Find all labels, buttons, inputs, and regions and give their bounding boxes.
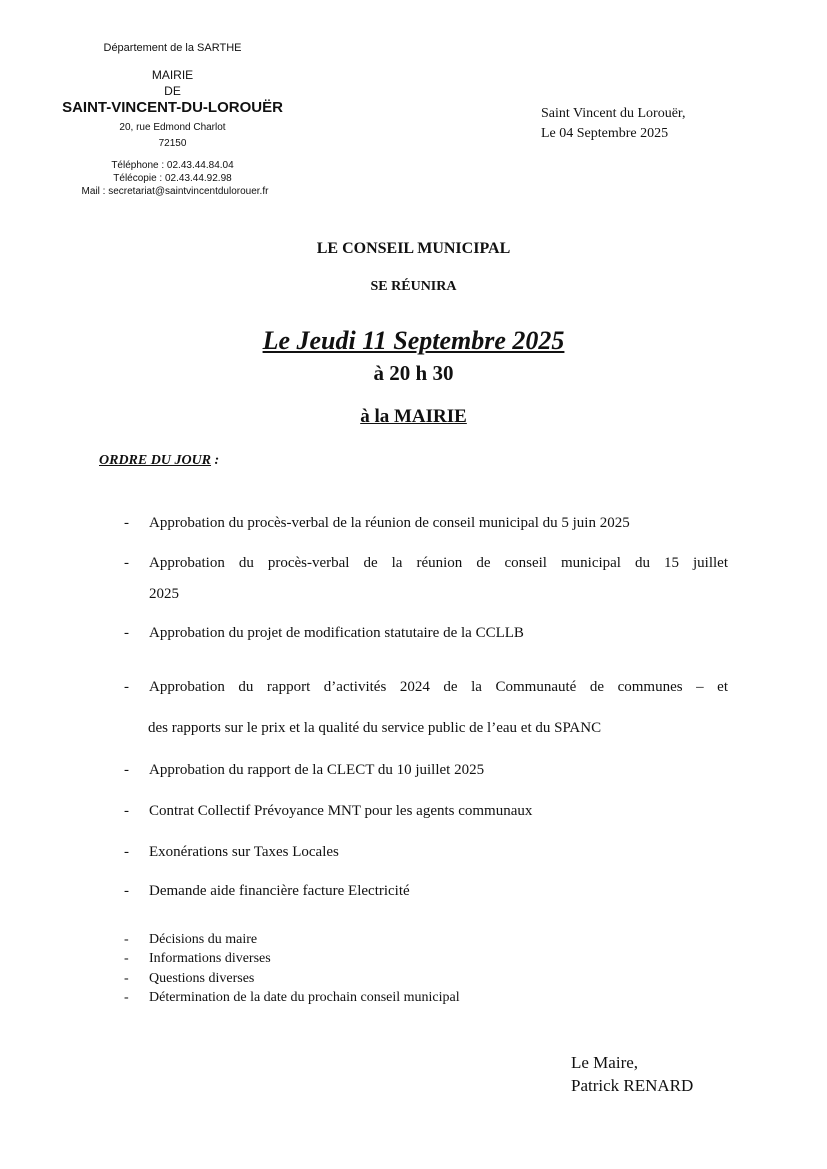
agenda-item-text: Approbation du rapport de la CLECT du 10 juillet 2025	[149, 762, 485, 778]
agenda-item-text: Demande aide financière facture Electricité	[149, 883, 410, 899]
agenda-item-continuation: des rapports sur le prix et la qualité du service public de l’eau et du SPANC	[148, 720, 602, 736]
mairie-label: MAIRIE	[151, 68, 194, 82]
bullet: -	[124, 555, 129, 571]
agenda-item-text: Contrat Collectif Prévoyance MNT pour les agents communaux	[149, 803, 533, 819]
meeting-time: à 20 h 30	[373, 361, 454, 385]
bullet: -	[124, 990, 129, 1005]
minor-item-text: Informations diverses	[149, 951, 271, 966]
agenda-item-text: Approbation du procès-verbal de la réunion de conseil municipal du 15 juillet	[149, 555, 728, 571]
bullet: -	[124, 625, 129, 641]
street-address: 20, rue Edmond Charlot	[119, 122, 226, 133]
council-title: LE CONSEIL MUNICIPAL	[316, 240, 511, 257]
telephone: Téléphone : 02.43.44.84.04	[111, 160, 234, 171]
meeting-location-wrap	[0, 406, 827, 428]
meeting-day: Le Jeudi 11 Septembre 2025	[262, 326, 565, 355]
minor-item-text: Détermination de la date du prochain conseil municipal	[149, 990, 460, 1005]
minor-item-text: Décisions du maire	[149, 932, 258, 947]
signature-name: Patrick RENARD	[571, 1076, 694, 1095]
agenda-heading-text: ORDRE DU JOUR	[99, 453, 212, 468]
department-label: Département de la SARTHE	[103, 42, 242, 54]
agenda-item-continuation: 2025	[149, 586, 179, 602]
date-line: Le 04 Septembre 2025	[541, 126, 669, 141]
place-line: Saint Vincent du Lorouër,	[541, 106, 686, 121]
meeting-location: à la MAIRIE	[360, 406, 467, 427]
signature-role: Le Maire,	[571, 1053, 639, 1072]
minor-item-text: Questions diverses	[149, 971, 255, 986]
meeting-day-wrap	[0, 326, 827, 356]
agenda-item-text: Approbation du rapport d’activités 2024 de la Communauté de communes – et	[149, 679, 728, 695]
bullet: -	[124, 679, 129, 695]
agenda-heading	[99, 453, 219, 469]
bullet: -	[124, 844, 129, 860]
bullet: -	[124, 803, 129, 819]
fax: Télécopie : 02.43.44.92.98	[113, 173, 232, 184]
meets-subtitle: SE RÉUNIRA	[370, 279, 457, 294]
postcode: 72150	[158, 138, 187, 149]
commune-name: SAINT-VINCENT-DU-LOROUËR	[62, 99, 283, 116]
agenda-heading-colon: :	[211, 453, 220, 468]
bullet: -	[124, 932, 129, 947]
agenda-item-text: Approbation du procès-verbal de la réunion de conseil municipal du 5 juin 2025	[149, 515, 630, 531]
bullet: -	[124, 951, 129, 966]
bullet: -	[124, 883, 129, 899]
bullet: -	[124, 971, 129, 986]
bullet: -	[124, 515, 129, 531]
bullet: -	[124, 762, 129, 778]
agenda-item-text: Approbation du projet de modification statutaire de la CCLLB	[149, 625, 524, 641]
email: Mail : secretariat@saintvincentdulorouer.fr	[81, 186, 269, 197]
de-label: DE	[164, 84, 181, 98]
agenda-item-text: Exonérations sur Taxes Locales	[149, 844, 339, 860]
